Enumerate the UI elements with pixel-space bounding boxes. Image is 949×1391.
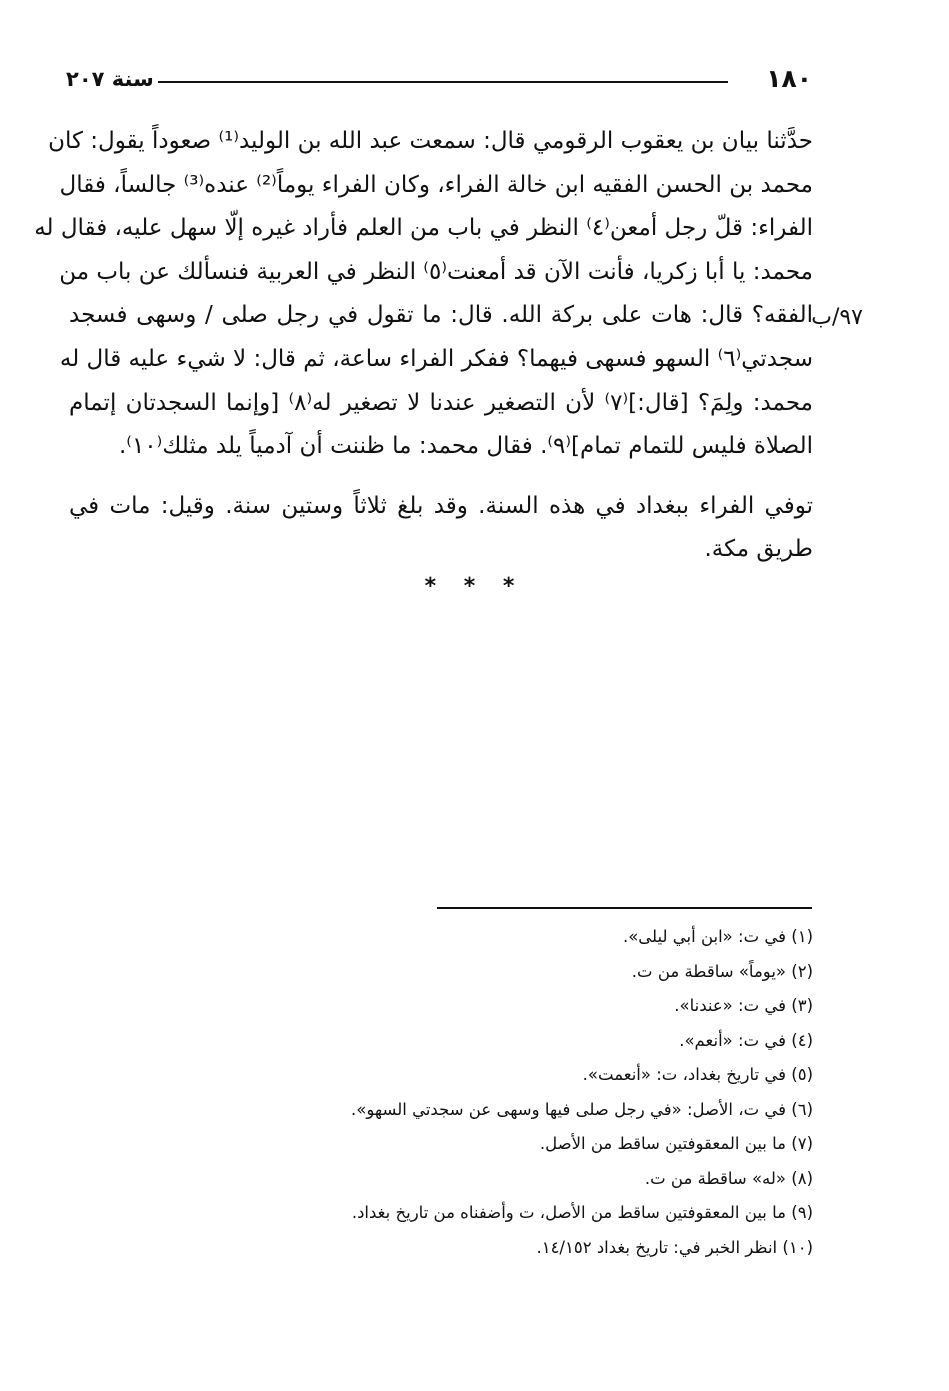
header-rule [158, 81, 728, 83]
footnote-item: (٥) في تاريخ بغداد، ت: «أنعمت». [582, 1065, 813, 1084]
text-line: محمد: يا أبا زكريا، فأنت الآن قد أمعنت⁽٥⁾ النظر في العربية فنسألك عن باب من [59, 258, 813, 285]
paragraph-narration [34, 120, 814, 469]
footnote-item: (٤) في ت: «أنعم». [679, 1030, 813, 1050]
footnote-item: (٩) ما بين المعقوفتين ساقط من الأصل، ت وأضفناه من تاريخ بغداد. [351, 1203, 813, 1222]
footnote-item: (٨) «له» ساقطة من ت. [644, 1168, 813, 1188]
text-line: الفراء: قلّ رجل أمعن⁽٤⁾ النظر في باب من العلم فأراد غيره إلّا سهل عليه، فقال له [34, 215, 813, 242]
page-number: ١٨٠ [766, 64, 812, 93]
text-line: طريق مكة. [704, 536, 813, 563]
footnote-item: (١) في ت: «ابن أبي ليلى». [622, 927, 813, 946]
text-line: حدَّثنا بيان بن يعقوب الرقومي قال: سمعت عبد الله بن الوليد⁽¹⁾ صعوداً يقول: كان [48, 128, 813, 154]
footnote-item: (٣) في ت: «عندنا». [674, 996, 813, 1015]
text-line: سجدتي⁽٦⁾ السهو فسهى فيهما؟ ففكر الفراء ساعة، ثم قال: لا شيء عليه قال له [59, 345, 813, 372]
footnotes [113, 920, 813, 1265]
main-text [34, 120, 814, 572]
text-line: الفقه؟ قال: هات على بركة الله. قال: ما تقول في رجل صلى / وسهى فسجد [69, 302, 813, 329]
text-line: محمد: ولِمَ؟ [قال:]⁽٧⁾ لأن التصغير عندنا لا تصغير له⁽٨⁾ [وإنما السجدتان إتمام [69, 389, 814, 416]
manuscript-folio-note: ٩٧/ب [811, 305, 863, 330]
footnote-item: (٢) «يوماً» ساقطة من ت. [631, 961, 813, 981]
footnote-item: (٧) ما بين المعقوفتين ساقط من الأصل. [539, 1134, 813, 1153]
footnote-item: (٦) في ت، الأصل: «في رجل صلى فيها وسهى عن سجدتي السهو». [351, 1099, 813, 1119]
text-line: محمد بن الحسن الفقيه ابن خالة الفراء، وكان الفراء يوماً⁽²⁾ عنده⁽³⁾ جالساً، فقال [59, 171, 813, 198]
footnote-rule [437, 907, 812, 909]
text-line: الصلاة فليس للتمام تمام]⁽٩⁾. فقال محمد: ما ظننت أن آدمياً يلد مثلك⁽١٠⁾. [118, 433, 813, 460]
year-heading: سنة ٢٠٧ [66, 67, 154, 91]
footnote-item: (١٠) انظر الخبر في: تاريخ بغداد ١٤/١٥٢. [536, 1237, 813, 1257]
text-line: توفي الفراء ببغداد في هذه السنة. وقد بلغ ثلاثاً وستين سنة. وقيل: مات في [69, 492, 813, 519]
page-header [66, 62, 812, 96]
section-separator: * * * [424, 574, 525, 599]
paragraph-death [69, 485, 813, 572]
